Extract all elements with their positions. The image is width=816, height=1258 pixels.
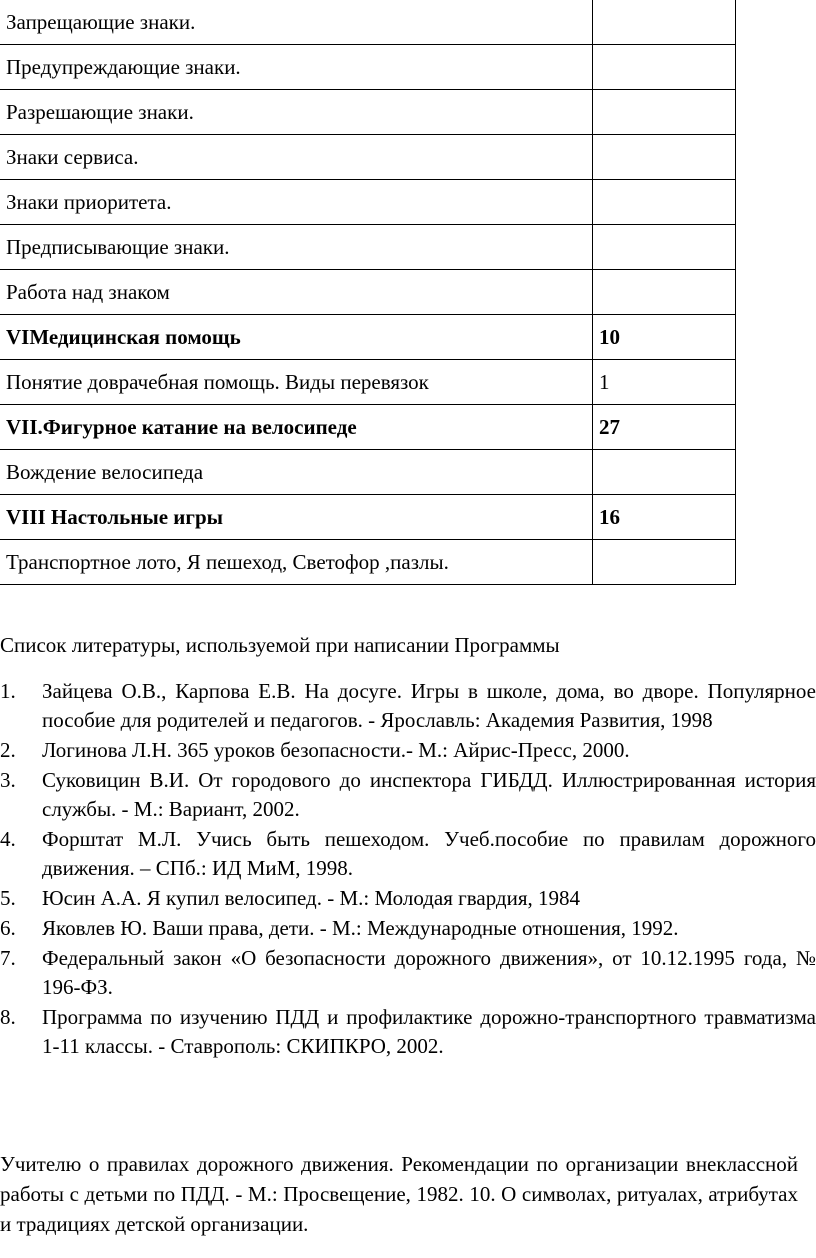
literature-heading: Список литературы, используемой при написании Программы — [0, 633, 560, 657]
hours-cell — [593, 270, 736, 315]
table-row — [0, 0, 736, 45]
section-title-cell: VIII Настольные игры — [0, 495, 593, 540]
list-item — [0, 944, 816, 1002]
table-row — [0, 225, 736, 270]
table-row — [0, 270, 736, 315]
topic-cell: Работа над знаком — [0, 270, 593, 315]
section-row — [0, 405, 736, 450]
topic-cell: Запрещающие знаки. — [0, 0, 593, 45]
item-number: 1. — [0, 679, 16, 703]
item-text: Логинова Л.Н. 365 уроков безопасности.- М.: Айрис-Пресс, 2000. — [42, 738, 630, 762]
literature-list — [0, 677, 816, 1062]
list-item — [0, 677, 816, 735]
list-item — [0, 884, 816, 913]
topic-cell: Понятие доврачебная помощь. Виды перевязок — [0, 360, 593, 405]
section-row — [0, 315, 736, 360]
item-text: Яковлев Ю. Ваши права, дети. - М.: Международные отношения, 1992. — [42, 916, 679, 940]
hours-cell — [593, 45, 736, 90]
topic-cell: Разрешающие знаки. — [0, 90, 593, 135]
table-row — [0, 90, 736, 135]
topic-cell: Знаки сервиса. — [0, 135, 593, 180]
topic-cell: Транспортное лото, Я пешеход, Светофор ,пазлы. — [0, 540, 593, 585]
table-row — [0, 45, 736, 90]
topic-cell: Предупреждающие знаки. — [0, 45, 593, 90]
item-number: 4. — [0, 827, 16, 851]
item-number: 2. — [0, 738, 16, 762]
list-item — [0, 766, 816, 824]
table-row — [0, 360, 736, 405]
item-number: 5. — [0, 886, 16, 910]
item-text: Форштат М.Л. Учись быть пешеходом. Учеб.пособие по правилам дорожного движения. – СПб.: ИД МиМ, 1998. — [42, 827, 816, 880]
hours-cell — [593, 0, 736, 45]
hours-cell — [593, 225, 736, 270]
hours-cell — [593, 450, 736, 495]
topic-cell: Знаки приоритета. — [0, 180, 593, 225]
section-title-cell: VII.Фигурное катание на велосипеде — [0, 405, 593, 450]
hours-cell — [593, 90, 736, 135]
item-text: Федеральный закон «О безопасности дорожного движения», от 10.12.1995 года, № 196-ФЗ. — [42, 946, 816, 999]
hours-cell — [593, 180, 736, 225]
list-item — [0, 825, 816, 883]
item-text: Юсин А.А. Я купил велосипед. - М.: Молодая гвардия, 1984 — [42, 886, 581, 910]
item-number: 3. — [0, 768, 16, 792]
topic-cell: Вождение велосипеда — [0, 450, 593, 495]
list-item — [0, 914, 816, 943]
list-item — [0, 736, 816, 765]
section-hours-cell: 16 — [593, 495, 736, 540]
section-row — [0, 495, 736, 540]
table-row — [0, 135, 736, 180]
table-row — [0, 450, 736, 495]
closing-paragraph: Учителю о правилах дорожного движения. Рекомендации по организации внеклассной работы с детьми по ПДД. - М.: Просвещение, 1982. 10. О символах, ритуалах, атрибутах и традициях детской организации. — [0, 1152, 798, 1236]
hours-cell — [593, 540, 736, 585]
item-text: Суковицин В.И. От городового до инспектора ГИБДД. Иллюстрированная история службы. - М.: Вариант, 2002. — [42, 768, 816, 821]
item-number: 7. — [0, 946, 16, 970]
item-number: 8. — [0, 1005, 16, 1029]
topic-cell: Предписывающие знаки. — [0, 225, 593, 270]
program-table — [0, 0, 736, 585]
list-item — [0, 1003, 816, 1061]
section-hours-cell: 10 — [593, 315, 736, 360]
hours-cell: 1 — [593, 360, 736, 405]
table-row — [0, 180, 736, 225]
section-title-cell: VIМедицинская помощь — [0, 315, 593, 360]
item-number: 6. — [0, 916, 16, 940]
section-hours-cell: 27 — [593, 405, 736, 450]
table-row — [0, 540, 736, 585]
hours-cell — [593, 135, 736, 180]
item-text: Зайцева О.В., Карпова Е.В. На досуге. Игры в школе, дома, во дворе. Популярное пособие для родителей и педагогов. - Ярославль: Академия Развития, 1998 — [42, 679, 816, 732]
item-text: Программа по изучению ПДД и профилактике дорожно-транспортного травматизма 1-11 классы. - Ставрополь: СКИПКРО, 2002. — [42, 1005, 816, 1058]
